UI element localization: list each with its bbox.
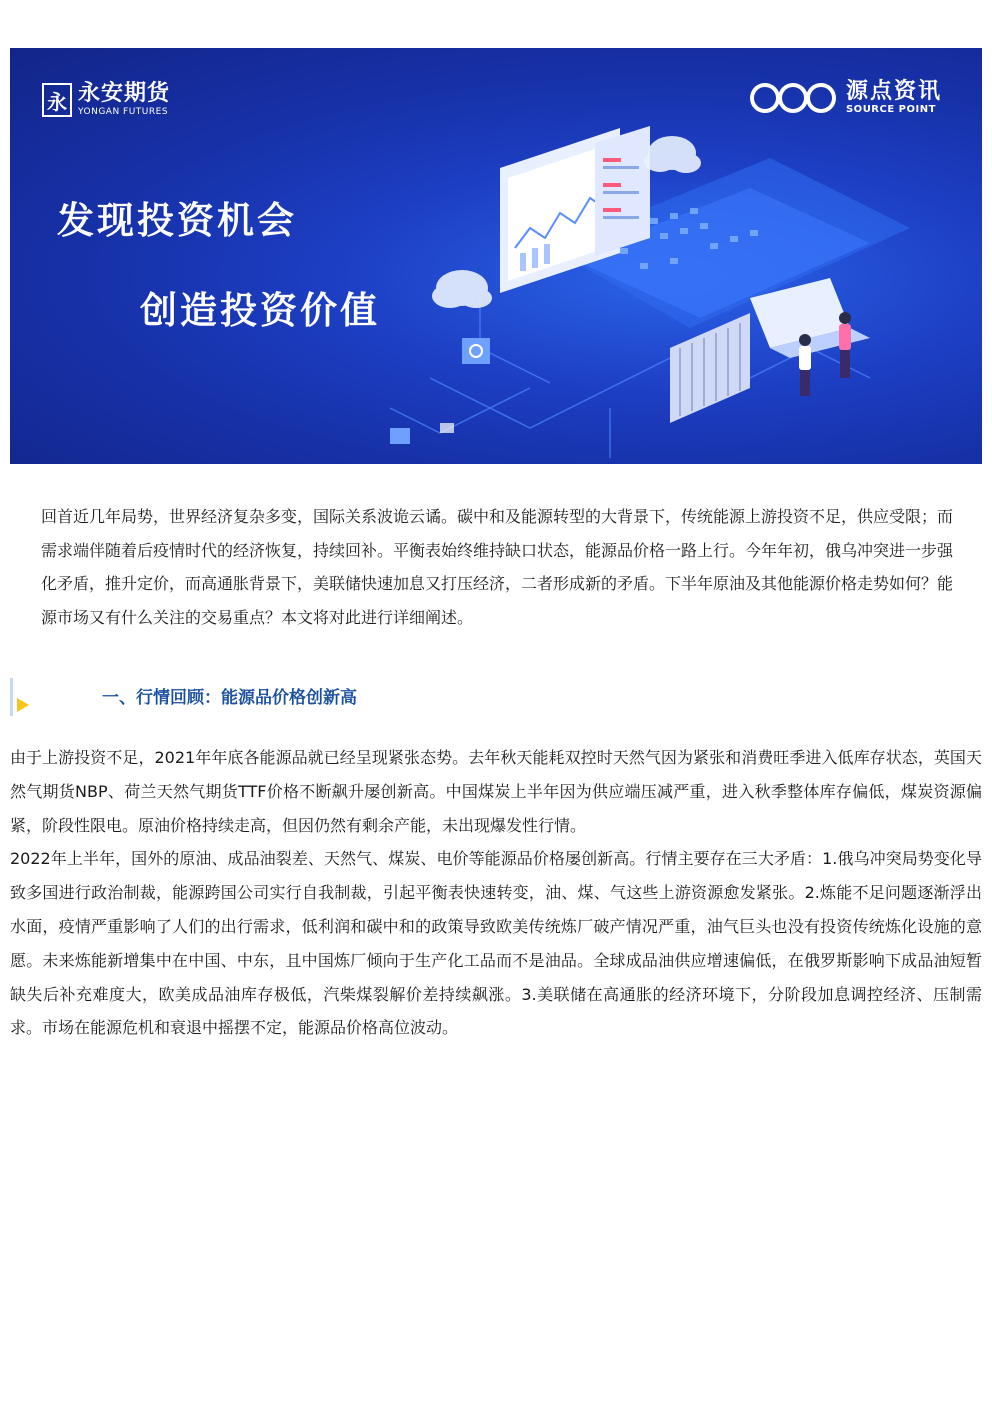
body-paragraph-1: 由于上游投资不足，2021年年底各能源品就已经呈现紧张态势。去年秋天能耗双控时天然气因为紧张和消费旺季进入低库存状态，英国天然气期货NBP、荷兰天然气期货TTF价格不断飙升屡创新高。中国煤炭上半年因为供应端压减严重，进入秋季整体库存偏低，煤炭资源偏紧，阶段性限电。原油价格持续走高，但因仍然有剩余产能，未出现爆发性行情。 bbox=[10, 748, 982, 835]
banner-slogan-line2: 创造投资价值 bbox=[140, 289, 380, 332]
yongan-futures-logo bbox=[42, 82, 170, 118]
body-paragraph-2: 2022年上半年，国外的原油、成品油裂差、天然气、煤炭、电价等能源品价格屡创新高。行情主要存在三大矛盾：1.俄乌冲突局势变化导致多国进行政治制裁，能源跨国公司实行自我制裁，引起平衡表快速转变，油、煤、气这些上游资源愈发紧张。2.炼能不足问题逐渐浮出水面，疫情严重影响了人们的出行需求，低利润和碳中和的政策导致欧美传统炼厂破产情况严重，油气巨头也没有投资传统炼化设施的意愿。未来炼能新增集中在中国、中东，且中国炼厂倾向于生产化工品而不是油品。全球成品油供应增速偏低，在俄罗斯影响下成品油短暂缺失后补充难度大，欧美成品油库存极低，汽柴煤裂解价差持续飙涨。3.美联储在高通胀的经济环境下，分阶段加息调控经济、压制需求。市场在能源危机和衰退中摇摆不定，能源品价格高位波动。 bbox=[10, 849, 982, 1038]
yongan-logo-cn: 永安期货 bbox=[78, 81, 171, 106]
section-accent-bar bbox=[10, 678, 13, 716]
section-body bbox=[10, 741, 982, 1045]
play-triangle-icon bbox=[17, 698, 29, 712]
source-point-logo bbox=[748, 80, 942, 116]
source-point-logo-en: SOURCE POINT bbox=[845, 104, 936, 115]
banner-slogan-line1: 发现投资机会 bbox=[57, 199, 297, 242]
yongan-logo-en: YONGAN FUTURES bbox=[78, 107, 169, 117]
section-heading bbox=[10, 678, 610, 716]
intro-paragraph: 回首近几年局势，世界经济复杂多变，国际关系波诡云谲。碳中和及能源转型的大背景下，传统能源上游投资不足，供应受限；而需求端伴随着后疫情时代的经济恢复，持续回补。平衡表始终维持缺口状态，能源品价格一路上行。今年年初，俄乌冲突进一步强化矛盾，推升定价，而高通胀背景下，美联储快速加息又打压经济，二者形成新的矛盾。下半年原油及其他能源价格走势如何？能源市场又有什么关注的交易重点？本文将对此进行详细阐述。 bbox=[41, 507, 954, 627]
hero-banner bbox=[10, 48, 982, 464]
source-point-logo-cn: 源点资讯 bbox=[845, 79, 942, 104]
source-point-rings-icon bbox=[748, 81, 838, 115]
yongan-logo-mark: 永 bbox=[42, 83, 72, 117]
section-title: 一、行情回顾：能源品价格创新高 bbox=[102, 688, 357, 708]
